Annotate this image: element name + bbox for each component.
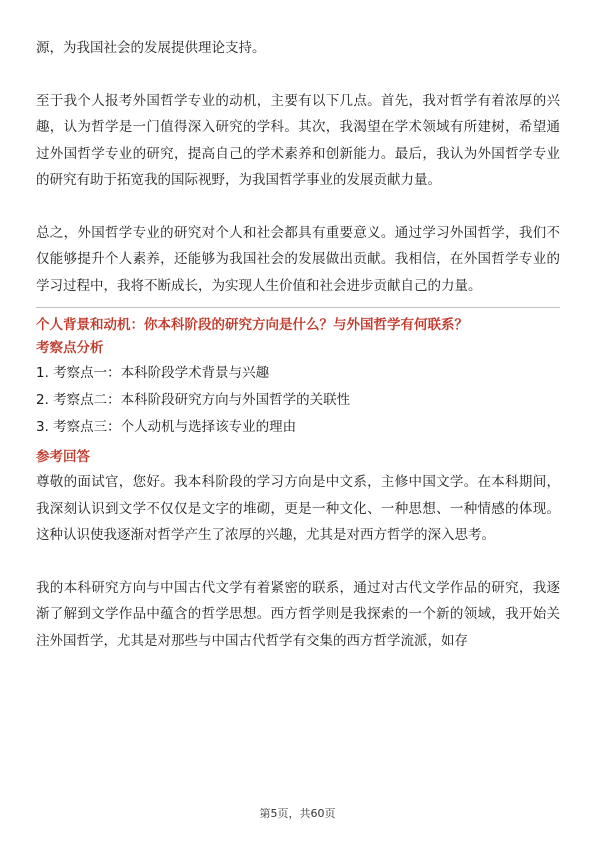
intro-paragraph-3: 总之，外国哲学专业的研究对个人和社会都具有重要意义。通过学习外国哲学，我们不仅能够提升个人素养，还能够为我国社会的发展做出贡献。我相信，在外国哲学专业的学习过程中，我将不断成长，为实现人生价值和社会进步贡献自己的力量。: [36, 224, 560, 294]
analysis-point: 2. 考察点二：本科阶段研究方向与外国哲学的关联性: [36, 392, 351, 408]
question-title: 个人背景和动机：你本科阶段的研究方向是什么？与外国哲学有何联系？: [36, 317, 468, 333]
analysis-point: 1. 考察点一：本科阶段学术背景与兴趣: [36, 365, 270, 381]
answer-heading: 参考回答: [36, 449, 90, 465]
paragraph-gap: [36, 194, 560, 220]
page-footer: 第5页，共60页: [259, 807, 336, 820]
paragraph-gap: [36, 62, 560, 88]
intro-paragraph-2: 至于我个人报考外国哲学专业的动机，主要有以下几点。首先，我对哲学有着浓厚的兴趣，认为哲学是一门值得深入研究的学科。其次，我渴望在学术领域有所建树，希望通过外国哲学专业的研究，提高自己的学术素养和创新能力。最后，我认为外国哲学专业的研究有助于拓宽我的国际视野，为我国哲学事业的发展贡献力量。: [36, 92, 560, 188]
answer-paragraph-1: 尊敬的面试官，您好。我本科阶段的学习方向是中文系，主修中国文学。在本科期间，我深刻认识到文学不仅仅是文字的堆砌，更是一种文化、一种思想、一种情感的体现。这种认识使我逐渐对哲学产生了浓厚的兴趣，尤其是对西方哲学的深入思考。: [36, 474, 560, 543]
paragraph-gap: [36, 549, 560, 575]
page-content: [36, 35, 560, 654]
answer-paragraph-2: 我的本科研究方向与中国古代文学有着紧密的联系，通过对古代文学作品的研究，我逐渐了解到文学作品中蕴含的哲学思想。西方哲学则是我探索的一个新的领域，我开始关注外国哲学，尤其是对那些与中国古代哲学有交集的西方哲学流派，如存: [36, 579, 560, 649]
intro-paragraph-1: 源，为我国社会的发展提供理论支持。: [36, 40, 266, 56]
analysis-heading: 考察点分析: [36, 340, 104, 356]
analysis-points-list: [36, 360, 560, 441]
section-divider: [36, 307, 560, 308]
analysis-point: 3. 考察点三：个人动机与选择该专业的理由: [36, 419, 297, 435]
